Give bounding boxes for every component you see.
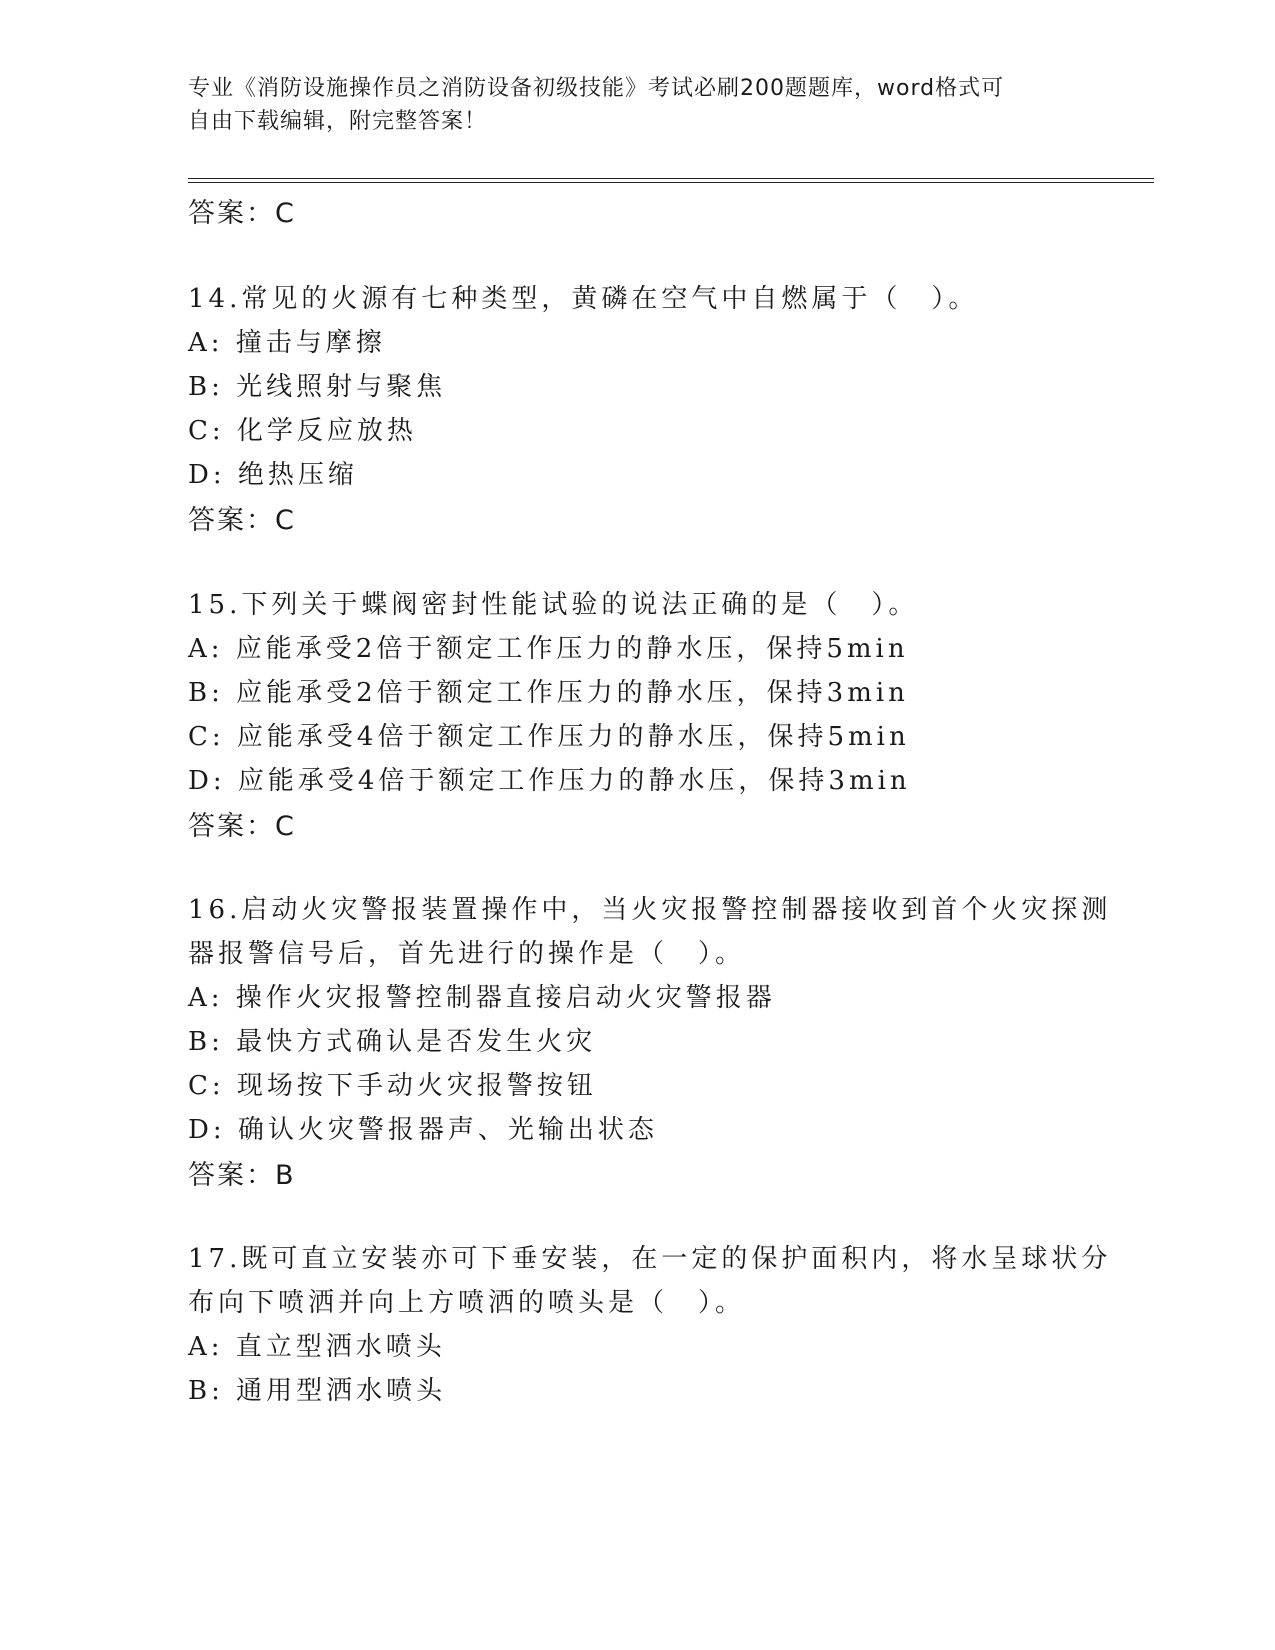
question-14-option-d: D: 绝热压缩 bbox=[188, 460, 358, 490]
question-14-stem: 14.常见的火源有七种类型，黄磷在空气中自燃属于（ ）。 bbox=[188, 284, 979, 314]
question-16-option-c: C: 现场按下手动火灾报警按钮 bbox=[188, 1071, 597, 1101]
question-17-stem-line-1: 17.既可直立安装亦可下垂安装，在一定的保护面积内，将水呈球状分 bbox=[188, 1244, 1112, 1274]
question-15-option-c: C: 应能承受4倍于额定工作压力的静水压，保持5min bbox=[188, 722, 910, 752]
answer-16: 答案：B bbox=[188, 1160, 296, 1191]
question-16-stem-line-1: 16.启动火灾警报装置操作中，当火灾报警控制器接收到首个火灾探测 bbox=[188, 895, 1112, 925]
question-16-option-a: A: 操作火灾报警控制器直接启动火灾警报器 bbox=[188, 983, 776, 1013]
answer-15: 答案：C bbox=[188, 811, 296, 842]
header-line-1: 专业《消防设施操作员之消防设备初级技能》考试必刷200题题库，word格式可 bbox=[188, 76, 1005, 101]
question-15-option-a: A: 应能承受2倍于额定工作压力的静水压，保持5min bbox=[188, 634, 909, 664]
question-15-option-d: D: 应能承受4倍于额定工作压力的静水压，保持3min bbox=[188, 766, 911, 796]
header-line-2: 自由下载编辑，附完整答案！ bbox=[188, 109, 488, 134]
question-15-option-b: B: 应能承受2倍于额定工作压力的静水压，保持3min bbox=[188, 678, 909, 708]
question-16-option-d: D: 确认火灾警报器声、光输出状态 bbox=[188, 1115, 658, 1145]
question-17-option-a: A: 直立型洒水喷头 bbox=[188, 1332, 446, 1362]
question-16-option-b: B: 最快方式确认是否发生火灾 bbox=[188, 1027, 597, 1057]
question-17-stem-line-2: 布向下喷洒并向上方喷洒的喷头是（ ）。 bbox=[188, 1288, 746, 1318]
document-header bbox=[188, 72, 1068, 138]
header-divider-top bbox=[188, 178, 1154, 179]
header-divider-bottom bbox=[188, 182, 1154, 183]
answer-13: 答案：C bbox=[188, 198, 296, 229]
question-15-stem: 15.下列关于蝶阀密封性能试验的说法正确的是（ ）。 bbox=[188, 590, 919, 620]
question-14-option-b: B: 光线照射与聚焦 bbox=[188, 372, 447, 402]
question-14-option-a: A: 撞击与摩擦 bbox=[188, 328, 386, 358]
question-17-option-b: B: 通用型洒水喷头 bbox=[188, 1376, 447, 1406]
question-14-option-c: C: 化学反应放热 bbox=[188, 416, 417, 446]
question-16-stem-line-2: 器报警信号后，首先进行的操作是（ ）。 bbox=[188, 939, 746, 969]
answer-14: 答案：C bbox=[188, 505, 296, 536]
